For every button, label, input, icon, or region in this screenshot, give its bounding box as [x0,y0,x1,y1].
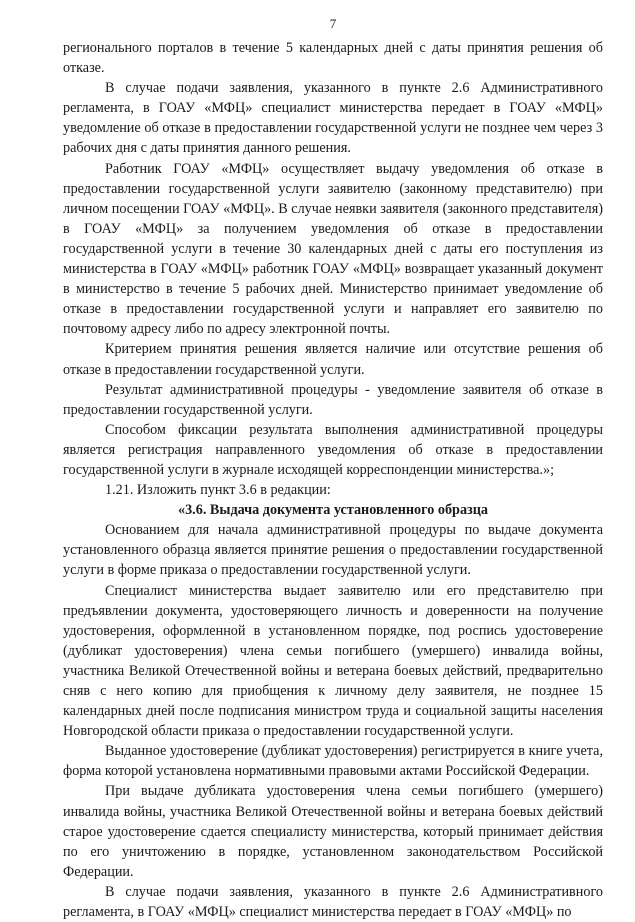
paragraph-procedure-result: Результат административной процедуры - уведомление заявителя об отказе в предоставлении государственной услуги. [63,381,603,418]
document-body [63,38,603,922]
paragraph-issue-basis: Основанием для начала административной процедуры по выдаче документа установленного образца является принятие решения о предоставлении государственной услуги в форме приказа о предоставлении государственной услуги. [63,522,603,579]
paragraph-mfc-application: В случае подачи заявления, указанного в пункте 2.6 Административного регламента, в ГОАУ «МФЦ» специалист министерства передает в ГОАУ «МФЦ» по [63,883,603,921]
paragraph-duplicate-issue: При выдаче дубликата удостоверения члена семьи погибшего (умершего) инвалида войны, участника Великой Отечественной войны и ветерана боевых действий старое удостоверение сдается специалисту министерства, который принимает действия по его уничтожению в порядке, установленном законодательством Российской Федерации. [63,783,603,880]
paragraph-decision-criterion: Критерием принятия решения является наличие или отсутствие решения об отказе в предоставлении государственной услуги. [63,341,603,378]
paragraph-mfc-notice-issue: Работник ГОАУ «МФЦ» осуществляет выдачу уведомления об отказе в предоставлении государственной услуги заявителю (законному представителю) при личном посещении ГОАУ «МФЦ». В случае неявки заявителя (законного представителя) в ГОАУ «МФЦ» за получением уведомления об отказе в предоставлении государственной услуги в течение 30 календарных дней с даты его поступления из министерства в ГОАУ «МФЦ» работник ГОАУ «МФЦ» возвращает указанный документ в министерство в течение 5 рабочих дней. Министерство принимает уведомление об отказе в предоставлении государственной услуги и направляет его заявителю по почтовому адресу либо по адресу электронной почты. [63,160,603,338]
paragraph-amendment-1-21: 1.21. Изложить пункт 3.6 в редакции: [105,482,331,499]
paragraph-certificate-issue: Специалист министерства выдает заявителю или его представителю при предъявлении документа, удостоверяющего личность и доверенности на получение удостоверения, оформленной в установленном порядке, под роспись удостоверение (дубликат удостоверения) члена семьи погибшего (умершего) инвалида войны, участника Великой Отечественной войны и ветерана боевых действий, предварительно сняв с него копию для приобщения к личному делу заявителя, не позднее 15 календарных дней после подписания министром труда и социальной защиты населения Новгородской области приказа о предоставлении государственной услуги. [63,582,603,740]
paragraph-mfc-notice-transfer: В случае подачи заявления, указанного в пункте 2.6 Административного регламента, в ГОАУ «МФЦ» специалист министерства передает в ГОАУ «МФЦ» уведомление об отказе в предоставлении государственной услуги не позднее чем через 3 рабочих дня с даты принятия данного решения. [63,80,603,157]
paragraph-result-recording: Способом фиксации результата выполнения административной процедуры является регистрация направленного уведомления об отказе в предоставлении государственной услуги в журнале исходящей корреспонденции министерства.»; [63,421,603,478]
paragraph-continuation: регионального порталов в течение 5 календарных дней с даты принятия решения об отказе. [63,40,603,77]
page-number: 7 [329,16,337,31]
paragraph-certificate-registration: Выданное удостоверение (дубликат удостоверения) регистрируется в книге учета, форма которой установлена нормативными правовыми актами Российской Федерации. [63,743,603,780]
section-heading-3-6: «3.6. Выдача документа установленного образца [177,502,489,519]
